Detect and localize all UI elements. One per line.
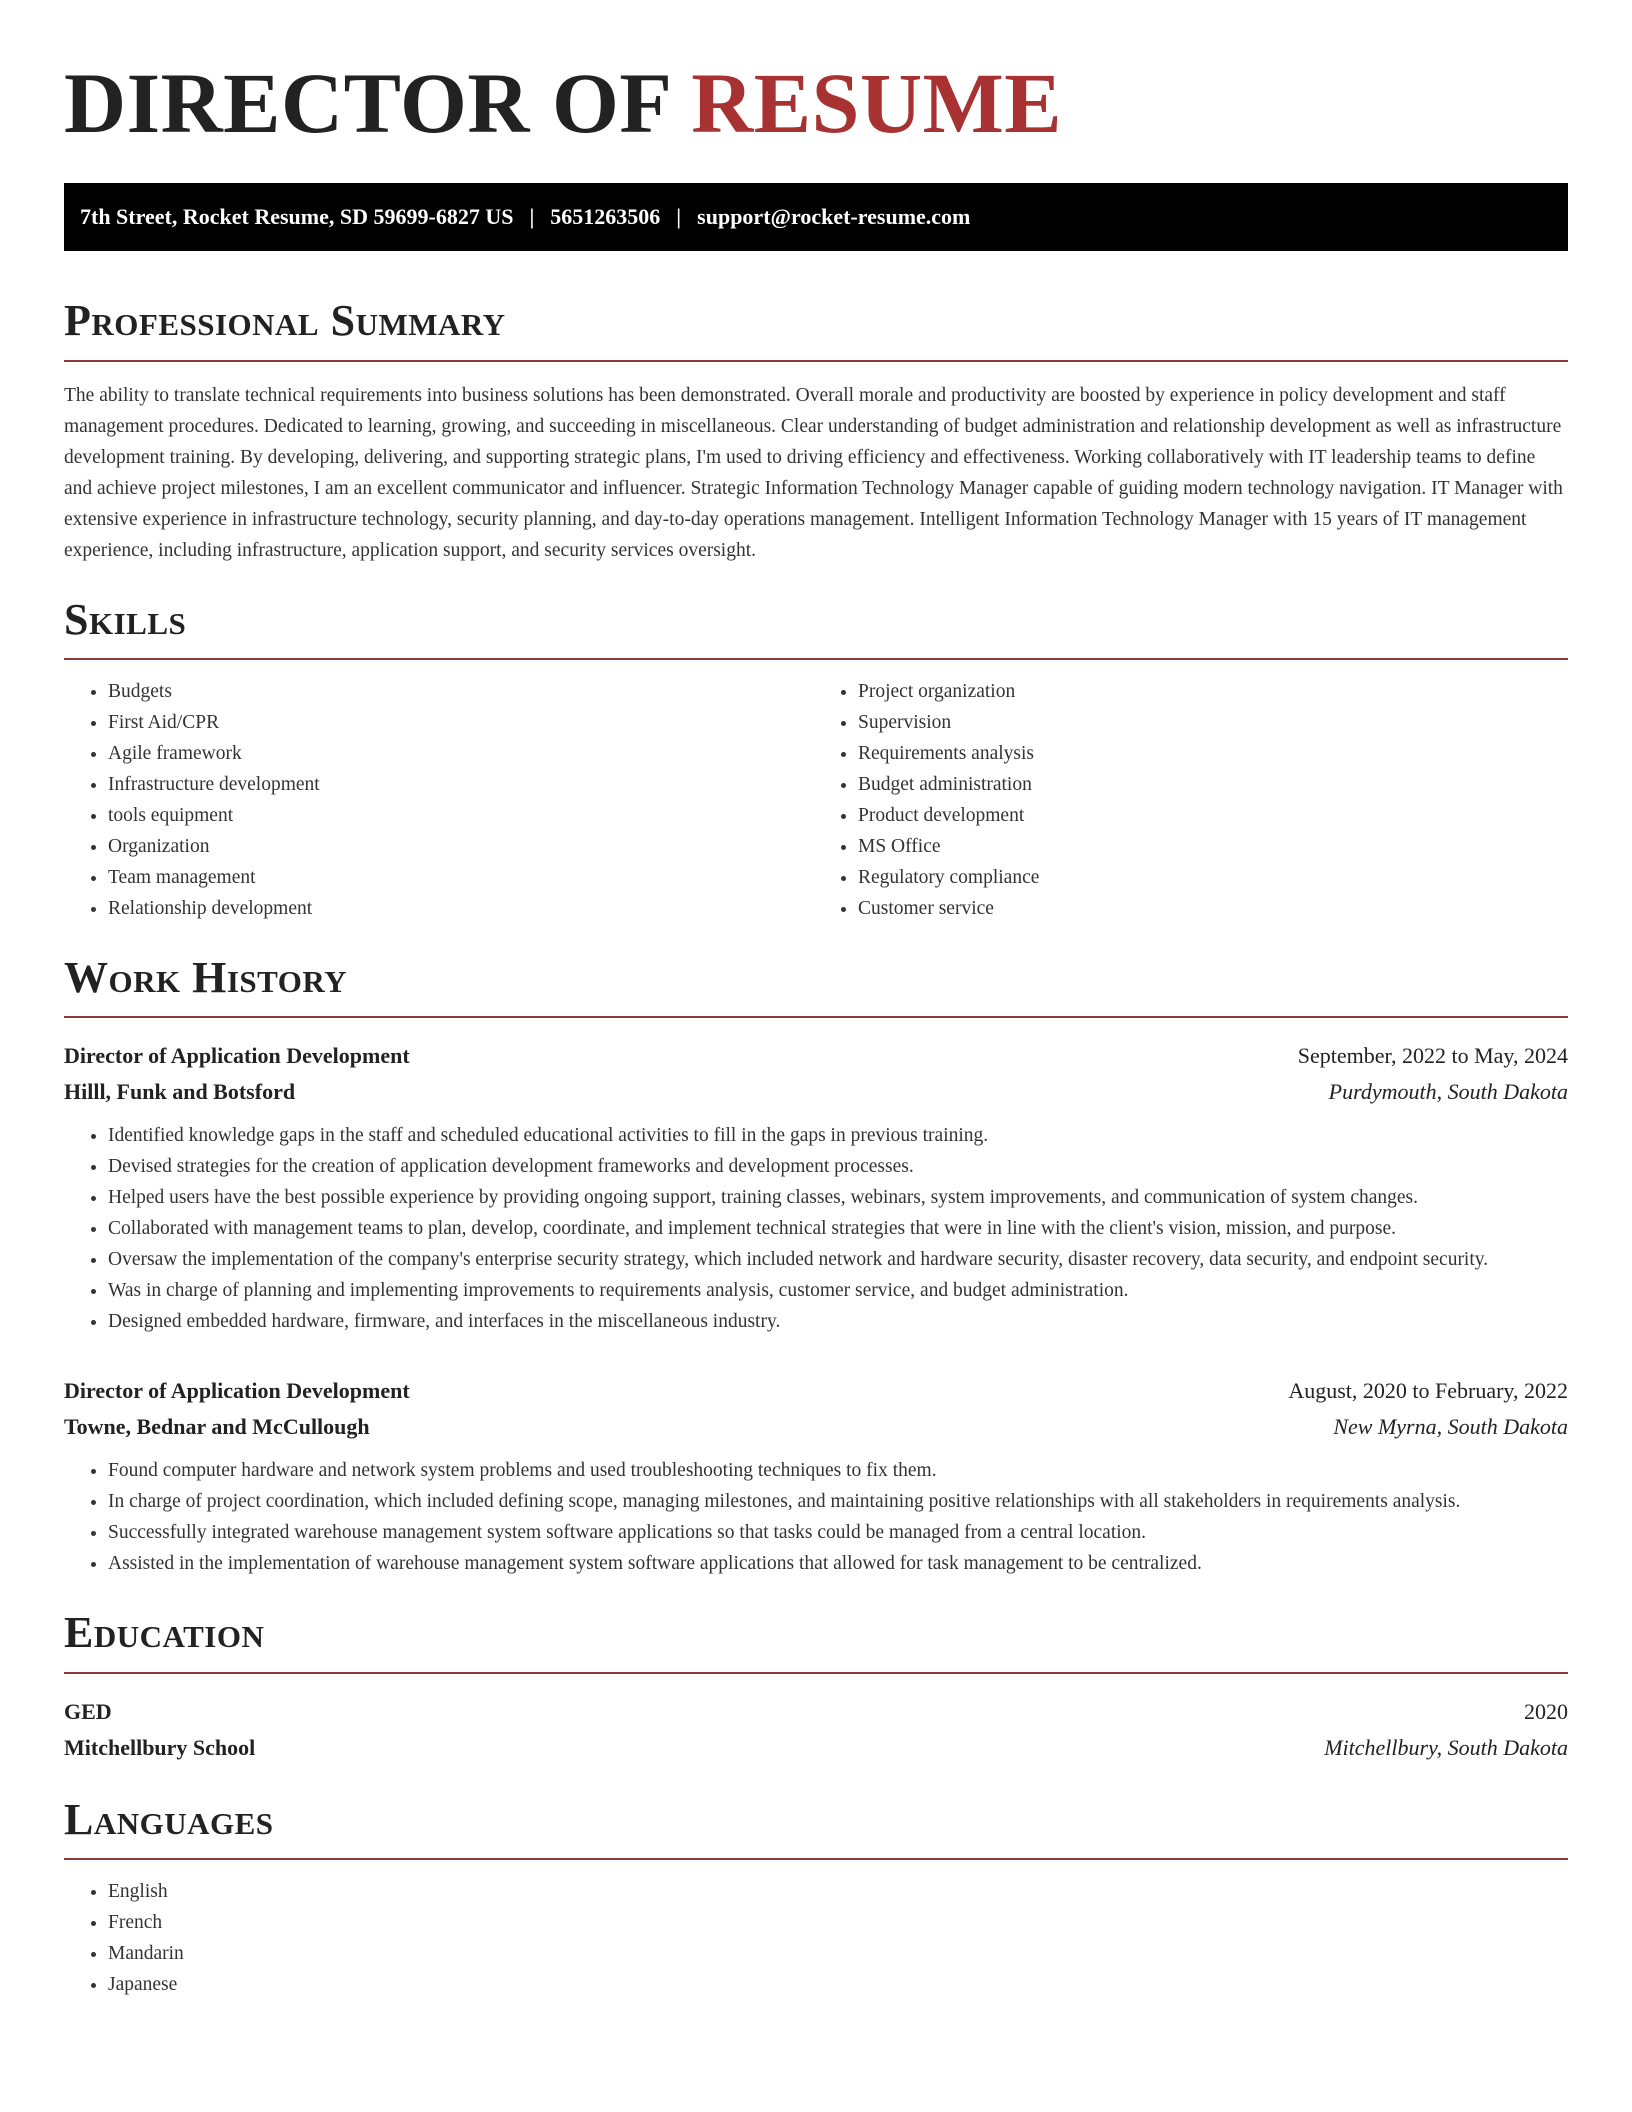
summary-section xyxy=(64,297,1568,565)
job-title-row xyxy=(64,1038,1568,1074)
skills-heading: Skills xyxy=(64,596,1568,660)
skill-item: • Supervision xyxy=(858,707,1568,738)
job-bullets xyxy=(64,1455,1568,1579)
work-section xyxy=(64,954,1568,1579)
job-dates: August, 2020 to February, 2022 xyxy=(1288,1378,1568,1404)
languages-list xyxy=(64,1876,1568,2000)
job-bullet: • Found computer hardware and network system problems and used troubleshooting techniques to fix them. xyxy=(108,1455,1568,1486)
job-company-row xyxy=(64,1074,1568,1110)
languages-section xyxy=(64,1796,1568,2000)
skill-item: • Agile framework xyxy=(108,738,818,769)
job-title-row xyxy=(64,1373,1568,1409)
job-company-row xyxy=(64,1409,1568,1445)
job-location: New Myrna, South Dakota xyxy=(1333,1414,1568,1440)
skill-item: • Relationship development xyxy=(108,893,818,924)
languages-heading: Languages xyxy=(64,1796,1568,1860)
education-location: Mitchellbury, South Dakota xyxy=(1324,1734,1568,1760)
education-degree-row xyxy=(64,1694,1568,1730)
education-heading: Education xyxy=(64,1609,1568,1673)
skill-item: • MS Office xyxy=(858,831,1568,862)
job-entry xyxy=(64,1038,1568,1337)
contact-separator: | xyxy=(529,204,535,230)
skill-item: • First Aid/CPR xyxy=(108,707,818,738)
contact-separator: | xyxy=(676,204,682,230)
language-item: • Mandarin xyxy=(108,1938,1568,1969)
job-bullet: • Designed embedded hardware, firmware, and interfaces in the miscellaneous industry. xyxy=(108,1306,1568,1337)
skill-item: • Project organization xyxy=(858,676,1568,707)
skill-item: • Product development xyxy=(858,800,1568,831)
language-item: • Japanese xyxy=(108,1969,1568,2000)
language-item: • French xyxy=(108,1907,1568,1938)
job-bullet: • Oversaw the implementation of the company's enterprise security strategy, which included network and hardware security, disaster recovery, data security, and endpoint security. xyxy=(108,1244,1568,1275)
job-bullet: • Identified knowledge gaps in the staff and scheduled educational activities to fill in the gaps in previous training. xyxy=(108,1120,1568,1151)
job-company: Towne, Bednar and McCullough xyxy=(64,1414,370,1440)
contact-phone: 5651263506 xyxy=(550,204,661,230)
job-bullet: • In charge of project coordination, which included defining scope, managing milestones, and maintaining positive relationships with all stakeholders in requirements analysis. xyxy=(108,1486,1568,1517)
skills-grid xyxy=(64,676,1568,924)
contact-address: 7th Street, Rocket Resume, SD 59699-6827 US xyxy=(80,204,514,230)
job-bullet: • Successfully integrated warehouse management system software applications so that tasks could be managed from a central location. xyxy=(108,1517,1568,1548)
title-part-2: RESUME xyxy=(691,55,1063,151)
skill-item: • Regulatory compliance xyxy=(858,862,1568,893)
job-company: Hilll, Funk and Botsford xyxy=(64,1079,296,1105)
skill-item: • Requirements analysis xyxy=(858,738,1568,769)
work-heading: Work History xyxy=(64,954,1568,1018)
job-entry xyxy=(64,1373,1568,1579)
job-bullet: • Helped users have the best possible experience by providing ongoing support, training classes, webinars, system improvements, and communication of system changes. xyxy=(108,1182,1568,1213)
skill-item: • Infrastructure development xyxy=(108,769,818,800)
contact-bar xyxy=(64,183,1568,251)
skills-section xyxy=(64,596,1568,924)
resume-title xyxy=(64,52,1568,155)
education-year: 2020 xyxy=(1524,1698,1568,1724)
skills-list-left xyxy=(64,676,818,924)
summary-text: The ability to translate technical requirements into business solutions has been demonstrated. Overall morale and productivity are boosted by experience in policy development and staff management procedures. Dedicated to learning, growing, and succeeding in miscellaneous. Clear understanding of budget administration and relationship development as well as infrastructure development training. By developing, delivering, and supporting strategic plans, I'm used to driving efficiency and effectiveness. Working collaboratively with IT leadership teams to define and achieve project milestones, I am an excellent communicator and influencer. Strategic Information Technology Manager capable of guiding modern technology navigation. IT Manager with extensive experience in infrastructure technology, security planning, and day-to-day operations management. Intelligent Information Technology Manager with 15 years of IT management experience, including infrastructure, application support, and security services oversight. xyxy=(64,384,1563,561)
skill-item: • Organization xyxy=(108,831,818,862)
job-bullets xyxy=(64,1120,1568,1337)
education-degree: GED xyxy=(64,1698,112,1724)
skill-item: • Budget administration xyxy=(858,769,1568,800)
education-school-row xyxy=(64,1730,1568,1766)
skill-item: • Customer service xyxy=(858,893,1568,924)
skill-item: • Team management xyxy=(108,862,818,893)
title-part-1: DIRECTOR OF xyxy=(64,55,670,151)
job-bullet: • Collaborated with management teams to plan, develop, coordinate, and implement technical strategies that were in line with the client's vision, mission, and purpose. xyxy=(108,1213,1568,1244)
summary-heading: Professional Summary xyxy=(64,297,1568,361)
job-location: Purdymouth, South Dakota xyxy=(1328,1079,1568,1105)
job-title: Director of Application Development xyxy=(64,1043,410,1069)
education-school: Mitchellbury School xyxy=(64,1734,256,1760)
job-dates: September, 2022 to May, 2024 xyxy=(1297,1043,1568,1069)
job-bullet: • Assisted in the implementation of warehouse management system software applications that allowed for task management to be centralized. xyxy=(108,1548,1568,1579)
job-title: Director of Application Development xyxy=(64,1378,410,1404)
language-item: • English xyxy=(108,1876,1568,1907)
education-section xyxy=(64,1609,1568,1765)
job-bullet: • Was in charge of planning and implementing improvements to requirements analysis, customer service, and budget administration. xyxy=(108,1275,1568,1306)
skills-list-right xyxy=(818,676,1568,924)
skill-item: • Budgets xyxy=(108,676,818,707)
education-entry xyxy=(64,1694,1568,1766)
contact-email[interactable]: support@rocket-resume.com xyxy=(697,204,971,230)
job-bullet: • Devised strategies for the creation of application development frameworks and development processes. xyxy=(108,1151,1568,1182)
skill-item: • tools equipment xyxy=(108,800,818,831)
